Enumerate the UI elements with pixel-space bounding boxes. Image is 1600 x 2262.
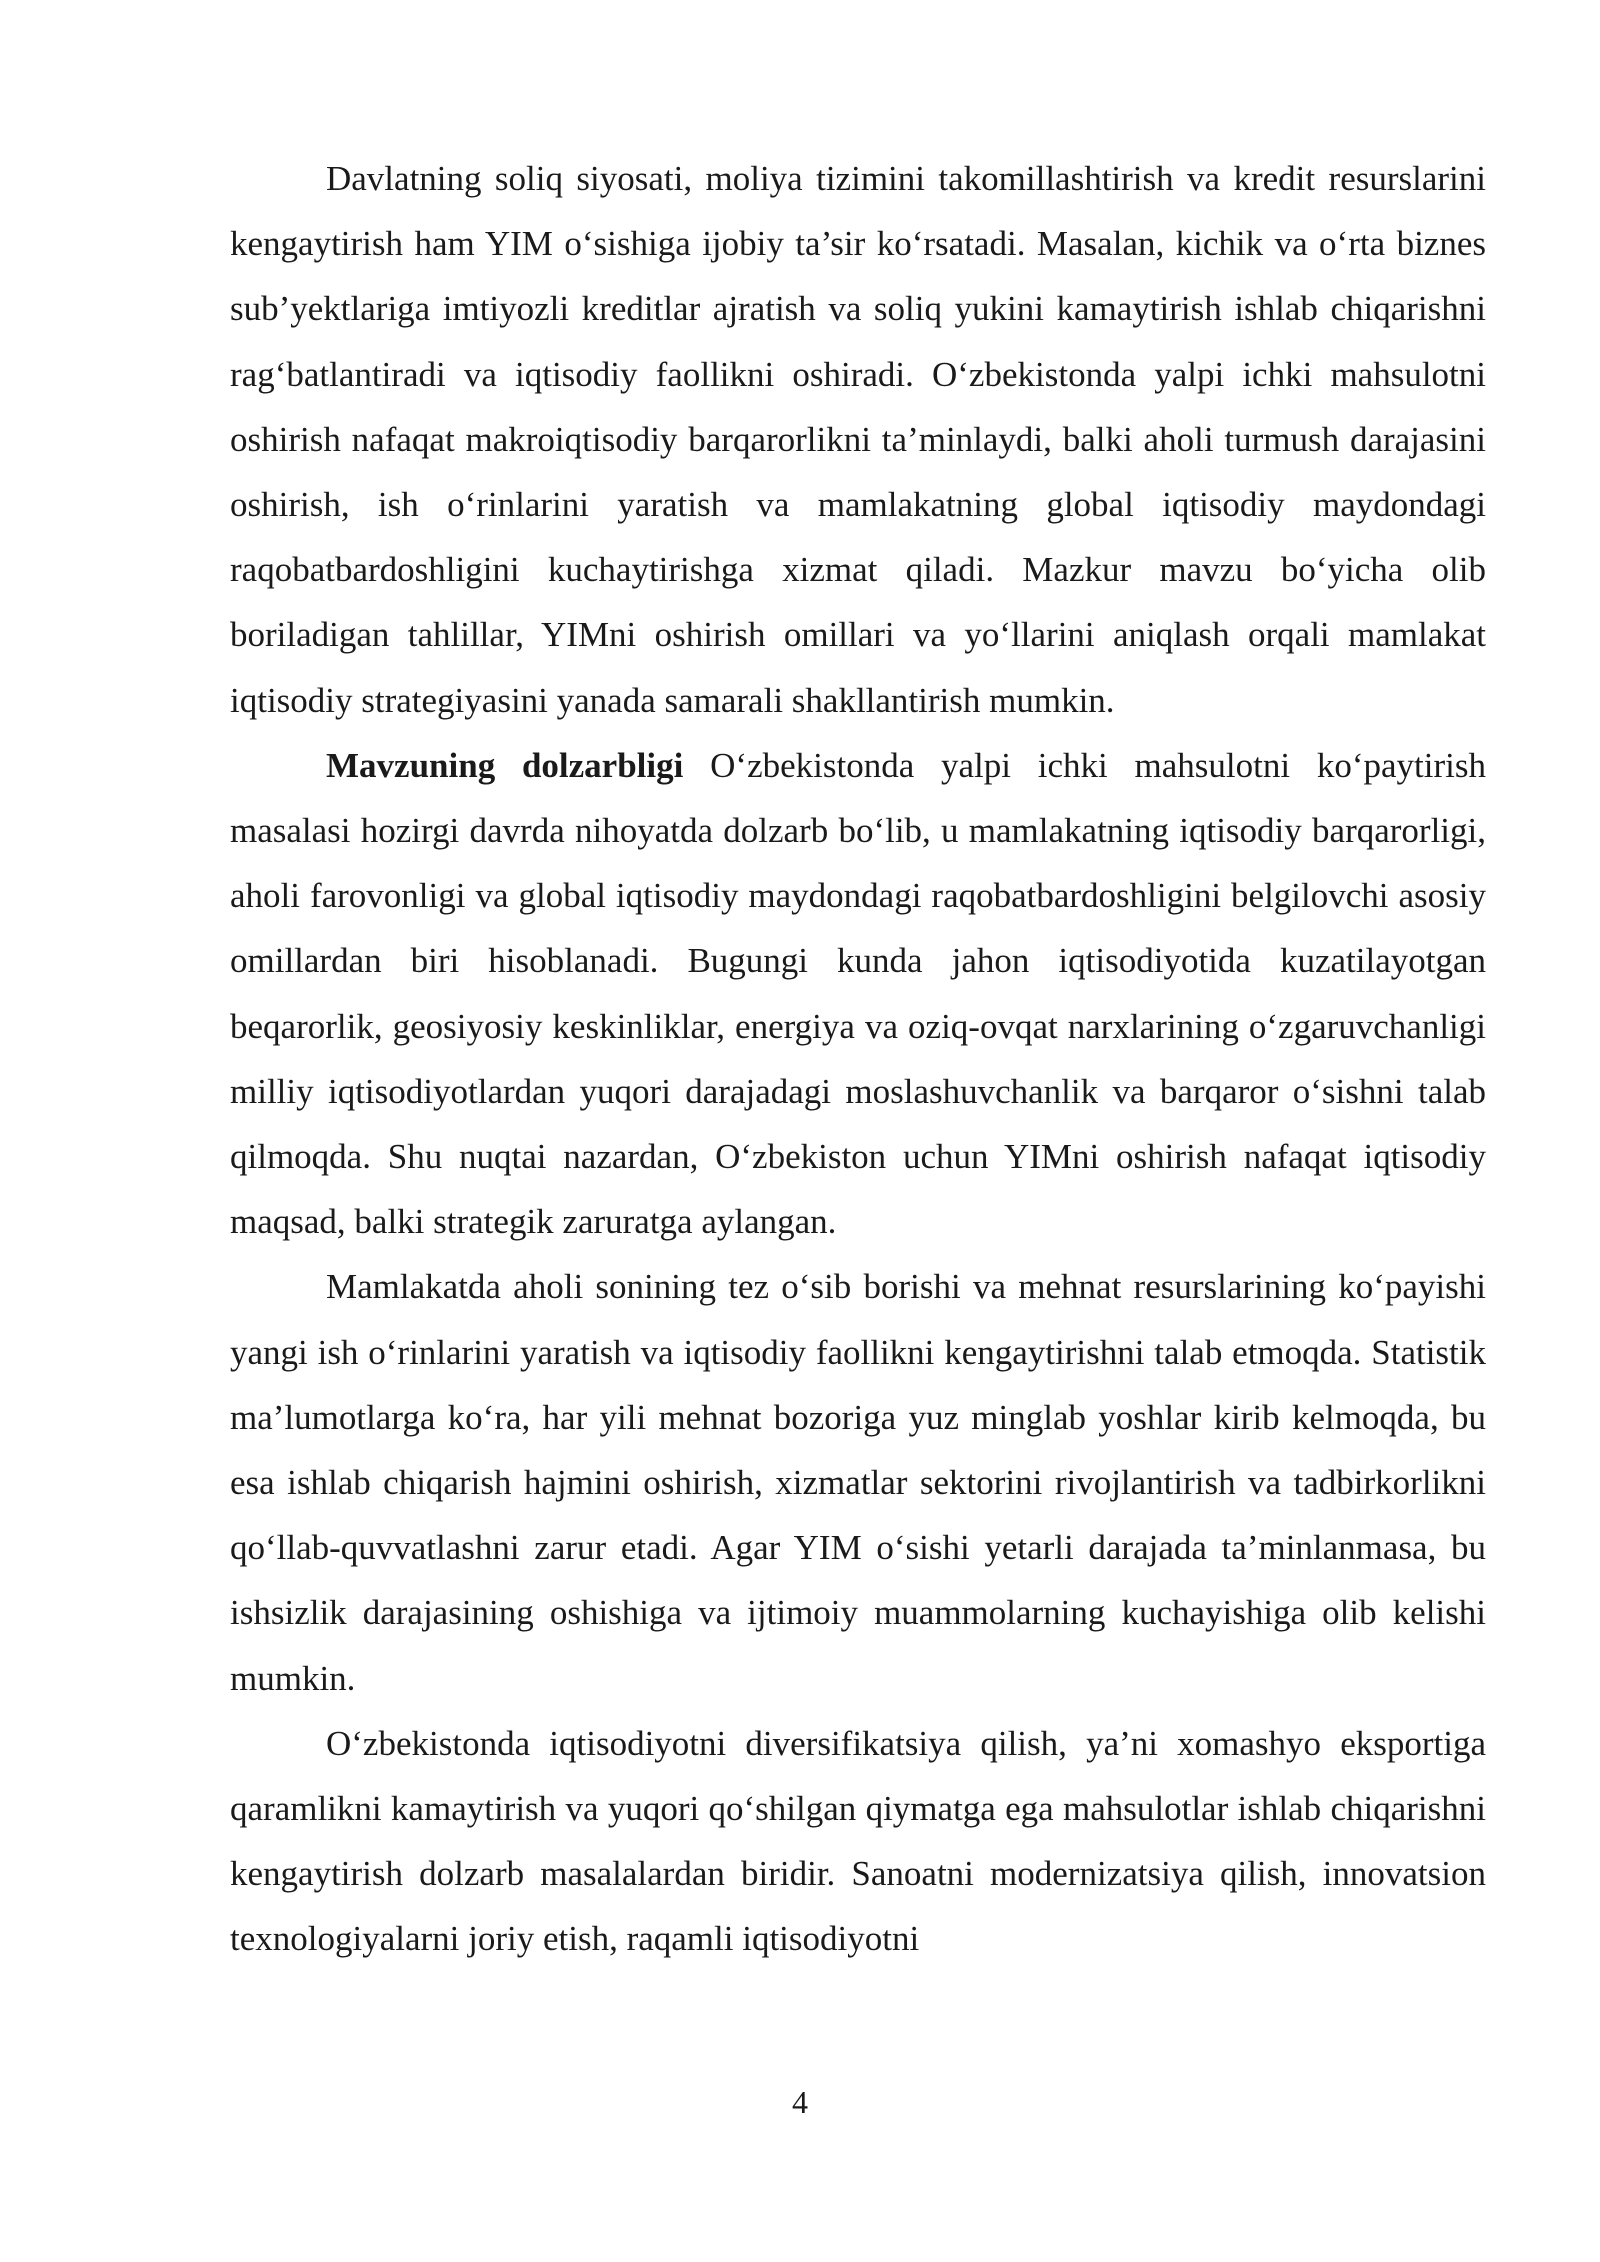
paragraph-relevance bbox=[230, 733, 1486, 1255]
paragraph-text: Mamlakatda aholi sonining tez o‘sib borishi va mehnat resurslarining ko‘payishi yangi ish o‘rinlarini yaratish va iqtisodiy faollikni kengaytirishni talab etmoqda. Statistik ma’lumotlarga ko‘ra, har yili mehnat bozoriga yuz minglab yoshlar kirib kelmoqda, bu esa ishlab chiqarish hajmini oshirish, xizmatlar sektorini rivojlantirish va tadbirkorlikni qo‘llab-quvvatlashni zarur etadi. Agar YIM o‘sishi yetarli darajada ta’minlanmasa, bu ishsizlik darajasining oshishiga va ijtimoiy muammolarning kuchayishiga olib kelishi mumkin. bbox=[230, 1267, 1486, 1698]
paragraph-text: Davlatning soliq siyosati, moliya tizimini takomillashtirish va kredit resurslarini kengaytirish ham YIM o‘sishiga ijobiy ta’sir ko‘rsatadi. Masalan, kichik va o‘rta biznes sub’yektlariga imtiyozli kreditlar ajratish va soliq yukini kamaytirish ishlab chiqarishni rag‘batlantiradi va iqtisodiy faollikni oshiradi. O‘zbekistonda yalpi ichki mahsulotni oshirish nafaqat makroiqtisodiy barqarorlikni ta’minlaydi, balki aholi turmush darajasini oshirish, ish o‘rinlarini yaratish va mamlakatning global iqtisodiy maydondagi raqobatbardoshligini kuchaytirishga xizmat qiladi. Mazkur mavzu bo‘yicha olib boriladigan tahlillar, YIMni oshirish omillari va yo‘llarini aniqlash orqali mamlakat iqtisodiy strategiyasini yanada samarali shakllantirish mumkin. bbox=[230, 159, 1486, 720]
paragraph-text: O‘zbekistonda yalpi ichki mahsulotni ko‘paytirish masalasi hozirgi davrda nihoyatda dolzarb bo‘lib, u mamlakatning iqtisodiy barqarorligi, aholi farovonligi va global iqtisodiy maydondagi raqobatbardoshligini belgilovchi asosiy omillardan biri hisoblanadi. Bugungi kunda jahon iqtisodiyotida kuzatilayotgan beqarorlik, geosiyosiy keskinliklar, energiya va oziq-ovqat narxlarining o‘zgaruvchanligi milliy iqtisodiyotlardan yuqori darajadagi moslashuvchanlik va barqaror o‘sishni talab qilmoqda. Shu nuqtai nazardan, O‘zbekiston uchun YIMni oshirish nafaqat iqtisodiy maqsad, balki strategik zaruratga aylangan. bbox=[230, 745, 1486, 1242]
paragraph-fiscal-policy bbox=[230, 146, 1486, 733]
document-body bbox=[230, 146, 1486, 1972]
paragraph-lead-heading: Mavzuning dolzarbligi bbox=[326, 745, 684, 785]
paragraph-diversification bbox=[230, 1711, 1486, 1972]
paragraph-population-growth bbox=[230, 1254, 1486, 1710]
page-number: 4 bbox=[792, 2084, 808, 2120]
paragraph-text: O‘zbekistonda iqtisodiyotni diversifikatsiya qilish, ya’ni xomashyo eksportiga qaramlikni kamaytirish va yuqori qo‘shilgan qiymatga ega mahsulotlar ishlab chiqarishni kengaytirish dolzarb masalalardan biridir. Sanoatni modernizatsiya qilish, innovatsion texnologiyalarni joriy etish, raqamli iqtisodiyotni bbox=[230, 1723, 1486, 1959]
